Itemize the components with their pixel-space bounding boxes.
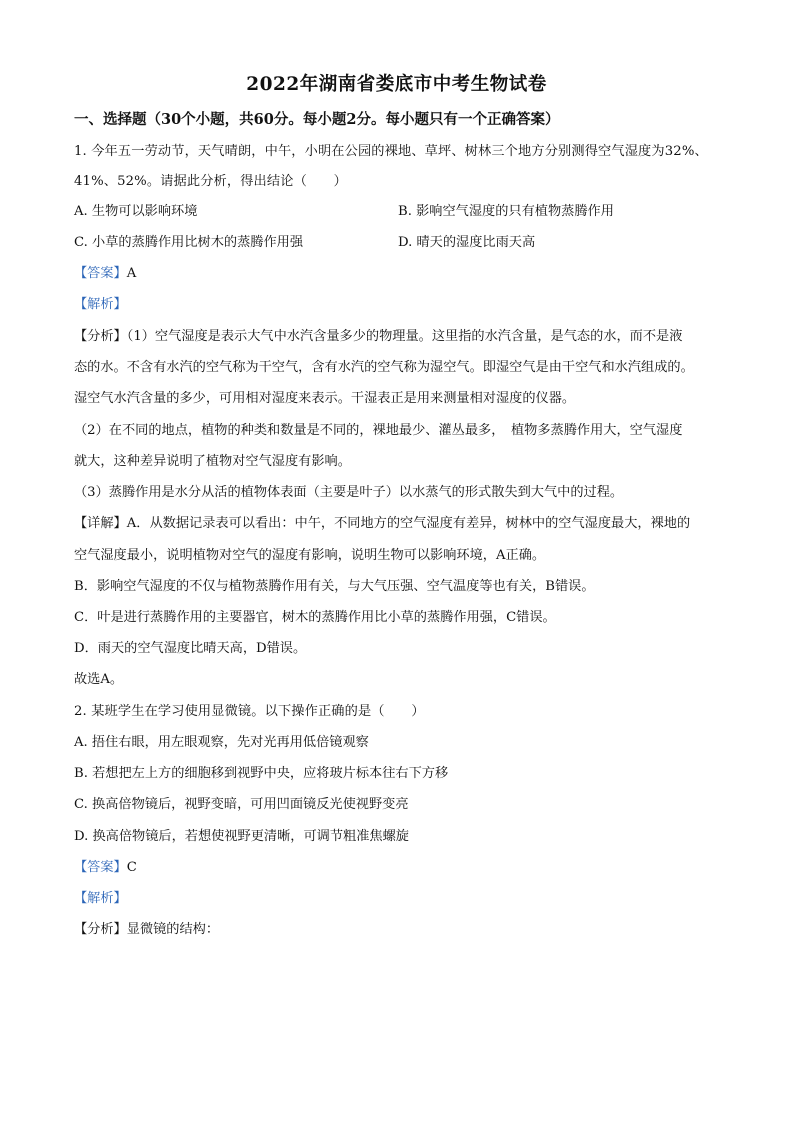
analysis-label: 【解析】 xyxy=(74,891,127,906)
q1-fenxi-line-1 xyxy=(74,328,682,346)
q2-option-a: A. 捂住右眼，用左眼观察，先对光再用低倍镜观察 xyxy=(74,735,369,750)
q1-xiangjie-line-2: 空气湿度最小，说明植物对空气的湿度有影响，说明生物可以影响环境，A正确。 xyxy=(74,548,546,563)
fenxi-label: 【分析】 xyxy=(74,329,127,344)
xiangjie-text: A．从数据记录表可以看出：中午，不同地方的空气湿度有差异，树林中的空气湿度最大，裸地的 xyxy=(126,516,691,531)
q1-option-d: D. 晴天的湿度比雨天高 xyxy=(398,235,536,250)
q1-xiangjie-line-4: C．叶是进行蒸腾作用的主要器官，树木的蒸腾作用比小草的蒸腾作用强，C错误。 xyxy=(74,610,556,625)
q2-stem: 2. 某班学生在学习使用显微镜。以下操作正确的是（ ） xyxy=(74,704,425,719)
q1-fenxi-line-4: （2）在不同的地点，植物的种类和数量是不同的，裸地最少、灌丛最多， 植物多蒸腾作用大，空气湿度 xyxy=(74,423,683,438)
q1-option-c: C. 小草的蒸腾作用比树木的蒸腾作用强 xyxy=(74,235,304,250)
q2-option-b: B. 若想把左上方的细胞移到视野中央，应将玻片标本往右下方移 xyxy=(74,766,449,781)
xiangjie-label: 【详解】 xyxy=(74,516,127,531)
fenxi-label: 【分析】 xyxy=(74,922,127,937)
q1-analysis xyxy=(74,296,127,314)
q1-answer xyxy=(74,265,136,283)
answer-value: A xyxy=(126,266,137,281)
q1-fenxi-line-5: 就大，这种差异说明了植物对空气湿度有影响。 xyxy=(74,454,351,469)
q1-stem-line-1: 1. 今年五一劳动节，天气晴朗，中午，小明在公园的裸地、草坪、树林三个地方分别测得空气湿度为32%、 xyxy=(74,144,708,159)
section-heading: 一、选择题（30个小题，共60分。每小题2分。每小题只有一个正确答案） xyxy=(74,111,560,128)
analysis-label: 【解析】 xyxy=(74,297,127,312)
page-title: 2022年湖南省娄底市中考生物试卷 xyxy=(246,74,547,95)
q2-option-d: D. 换高倍物镜后，若想使视野更清晰，可调节粗准焦螺旋 xyxy=(74,829,409,844)
q1-fenxi-line-2: 态的水。不含有水汽的空气称为干空气，含有水汽的空气称为湿空气。即湿空气是由干空气和水汽组成的。 xyxy=(74,360,694,375)
answer-value: C xyxy=(126,860,137,875)
q1-xiangjie-line-3: B．影响空气湿度的不仅与植物蒸腾作用有关，与大气压强、空气温度等也有关，B错误。 xyxy=(74,579,595,594)
q2-option-c: C. 换高倍物镜后，视野变暗，可用凹面镜反光使视野变亮 xyxy=(74,797,409,812)
fenxi-text: （1）空气湿度是表示大气中水汽含量多少的物理量。这里指的水汽含量，是气态的水，而不是液 xyxy=(126,329,683,344)
answer-label: 【答案】 xyxy=(74,266,127,281)
q1-stem-line-2: 41%、52%。请据此分析，得出结论（ ） xyxy=(74,174,347,189)
q1-conclusion: 故选A。 xyxy=(74,672,124,687)
q1-fenxi-line-3: 湿空气水汽含量的多少，可用相对湿度来表示。干湿表正是用来测量相对湿度的仪器。 xyxy=(74,391,576,406)
q2-answer xyxy=(74,859,137,877)
answer-label: 【答案】 xyxy=(74,860,127,875)
q1-option-b: B. 影响空气湿度的只有植物蒸腾作用 xyxy=(398,204,614,219)
q1-option-a: A. 生物可以影响环境 xyxy=(74,204,198,219)
q1-fenxi-line-6: （3）蒸腾作用是水分从活的植物体表面（主要是叶子）以水蒸气的形式散失到大气中的过程。 xyxy=(74,485,624,500)
q2-analysis xyxy=(74,890,127,908)
q1-xiangjie-line-5: D．雨天的空气湿度比晴天高，D错误。 xyxy=(74,641,307,656)
q2-fenxi xyxy=(74,921,219,939)
fenxi-text: 显微镜的结构： xyxy=(126,922,220,937)
q1-xiangjie-line-1 xyxy=(74,515,690,533)
